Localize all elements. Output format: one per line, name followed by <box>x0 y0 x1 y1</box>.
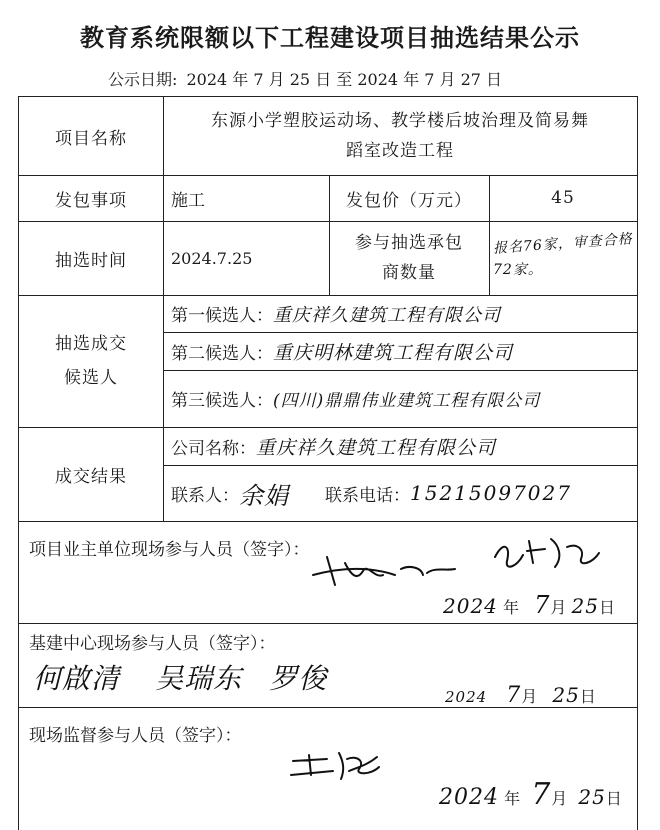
center-signer-2: 吴瑞东 <box>155 662 243 695</box>
result-label: 成交结果 <box>55 466 127 487</box>
candidate-2-name: 重庆明林建筑工程有限公司 <box>273 341 514 364</box>
participants-label-line1: 参与抽选承包 <box>355 233 463 253</box>
publish-date-range: 2024 年 7 月 25 日 至 2024 年 7 月 27 日 <box>186 70 503 89</box>
center-date-day: 25 <box>552 683 580 707</box>
center-date-month-unit: 月 <box>521 687 538 706</box>
owner-date-year: 2024 <box>443 594 498 618</box>
candidate-3-name: (四川)鼎鼎伟业建筑工程有限公司 <box>273 391 541 411</box>
result-sheet <box>18 96 638 830</box>
result-company-value: 重庆祥久建筑工程有限公司 <box>256 436 497 459</box>
project-name-value <box>163 97 637 175</box>
result-company-label: 公司名称： <box>171 438 256 459</box>
phone-value: 15215097027 <box>410 481 572 505</box>
owner-date-day-unit: 日 <box>598 598 615 617</box>
candidate-1-label: 第一候选人： <box>171 306 273 326</box>
center-date-day-unit: 日 <box>579 687 596 706</box>
owner-date-year-unit: 年 <box>503 598 520 617</box>
contact-label: 联系人： <box>171 485 239 506</box>
supervisor-signature <box>287 745 387 785</box>
supervisor-date-month-unit: 月 <box>551 789 568 808</box>
phone-label: 联系电话： <box>325 485 410 506</box>
draw-time-value: 2024.7.25 <box>171 248 253 268</box>
supervisor-date-month: 7 <box>531 777 552 812</box>
candidate-2 <box>163 332 637 370</box>
candidate-1 <box>163 295 637 332</box>
supervisor-date-day: 25 <box>578 785 606 809</box>
contract-item-value: 施工 <box>171 190 205 211</box>
supervisor-date-year: 2024 <box>439 785 499 810</box>
publish-date-line <box>108 67 506 90</box>
candidate-2-label: 第二候选人： <box>171 343 273 364</box>
candidate-3-label: 第三候选人： <box>171 391 273 411</box>
center-date-year: 2024 <box>445 688 488 706</box>
owner-sign-label: 项目业主单位现场参与人员（签字）： <box>29 540 310 560</box>
contract-item-label: 发包事项 <box>55 190 127 211</box>
supervisor-sign-date <box>439 777 622 812</box>
center-signer-1: 何啟清 <box>33 662 121 695</box>
result-company <box>163 427 637 465</box>
center-sign-label: 基建中心现场参与人员（签字）： <box>29 634 276 654</box>
candidate-3 <box>163 370 637 427</box>
supervisor-date-day-unit: 日 <box>605 789 622 808</box>
supervisor-sign-label: 现场监督参与人员（签字）： <box>29 726 242 746</box>
project-name-label: 项目名称 <box>55 128 127 149</box>
participants-value-line2: 72家。 <box>493 262 543 278</box>
owner-signature-1 <box>305 545 465 591</box>
project-name-line2: 蹈室改造工程 <box>346 141 454 161</box>
candidates-label-line2: 候选人 <box>64 368 118 388</box>
owner-signature-2 <box>489 527 609 577</box>
result-contact-row <box>163 465 637 521</box>
owner-date-month-unit: 月 <box>550 598 567 617</box>
contract-price-value: 45 <box>551 188 575 208</box>
participants-value <box>489 221 637 295</box>
document-title: 教育系统限额以下工程建设项目抽选结果公示 <box>80 24 580 52</box>
project-name-line1: 东源小学塑胶运动场、教学楼后坡治理及简易舞 <box>211 111 589 131</box>
draw-time-label: 抽选时间 <box>55 250 127 271</box>
contract-price-label: 发包价（万元） <box>346 190 472 211</box>
owner-sign-date <box>443 591 615 619</box>
candidates-label <box>19 295 163 427</box>
center-sign-names <box>33 657 327 697</box>
center-signer-3: 罗俊 <box>269 662 328 695</box>
contact-value: 余娟 <box>239 481 289 510</box>
owner-date-month: 7 <box>534 591 551 619</box>
candidate-1-name: 重庆祥久建筑工程有限公司 <box>273 304 501 326</box>
center-date-month: 7 <box>506 683 522 708</box>
owner-date-day: 25 <box>571 594 599 618</box>
center-sign-date <box>445 683 596 708</box>
participants-label-line2: 商数量 <box>382 263 436 283</box>
publish-date-label: 公示日期: <box>108 70 178 89</box>
supervisor-date-year-unit: 年 <box>504 789 521 808</box>
participants-label <box>329 221 489 295</box>
candidates-label-line1: 抽选成交 <box>55 334 127 354</box>
participants-value-line1: 报名76家，审查合格 <box>492 231 634 257</box>
